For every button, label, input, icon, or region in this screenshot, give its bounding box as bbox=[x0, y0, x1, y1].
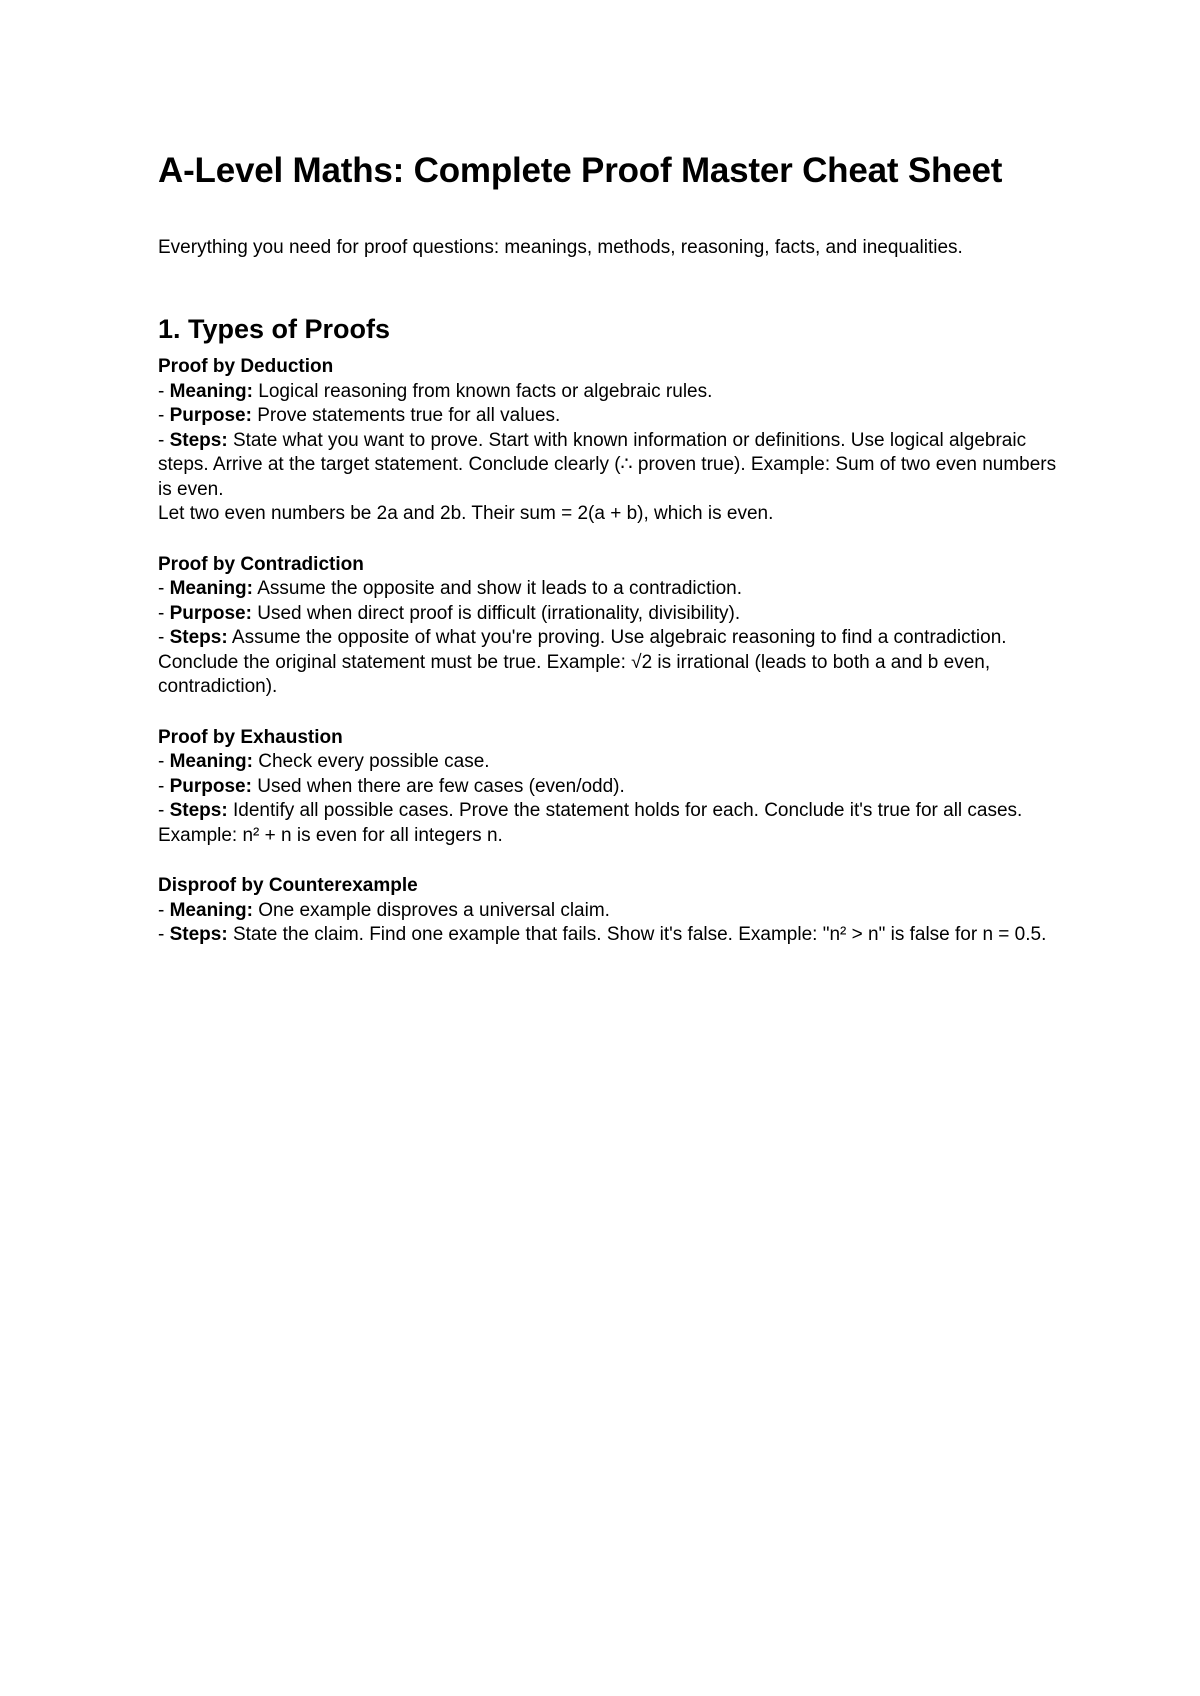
proof-meaning: - Meaning: Check every possible case. bbox=[158, 751, 490, 773]
proof-steps: - Steps: State what you want to prove. Start with known information or definitions. Use logical algebraic steps. Arrive at the target statement. Conclude clearly (∴ proven true). Example: Sum of two even numbers is even. bbox=[158, 429, 1057, 500]
steps-text: State what you want to prove. Start with known information or definitions. Use logical algebraic steps. Arrive at the target statement. Conclude clearly (∴ proven true). Example: Sum of two even numbers is even. bbox=[158, 429, 1057, 500]
meaning-text: Assume the opposite and show it leads to a contradiction. bbox=[257, 578, 743, 600]
meaning-text: Check every possible case. bbox=[258, 751, 490, 773]
meaning-label: Meaning: bbox=[169, 380, 253, 402]
proof-meaning: - Meaning: Assume the opposite and show it leads to a contradiction. bbox=[158, 578, 743, 600]
document-page bbox=[158, 150, 1058, 974]
proof-purpose: - Purpose: Used when direct proof is difficult (irrationality, divisibility). bbox=[158, 602, 741, 624]
meaning-label: Meaning: bbox=[169, 751, 253, 773]
proof-example-detail: Let two even numbers be 2a and 2b. Their sum = 2(a + b), which is even. bbox=[158, 503, 774, 525]
steps-label: Steps: bbox=[169, 429, 228, 451]
proof-meaning: - Meaning: Logical reasoning from known facts or algebraic rules. bbox=[158, 380, 713, 402]
proofs-list bbox=[158, 355, 1058, 948]
proof-purpose: - Purpose: Used when there are few cases (even/odd). bbox=[158, 775, 625, 797]
steps-text: Identify all possible cases. Prove the statement holds for each. Conclude it's true for all cases. Example: n² + n is even for all integers n. bbox=[158, 800, 1023, 846]
proof-purpose: - Purpose: Prove statements true for all values. bbox=[158, 405, 561, 427]
steps-label: Steps: bbox=[169, 800, 228, 822]
steps-label: Steps: bbox=[169, 627, 228, 649]
proof-deduction bbox=[158, 355, 1058, 527]
proof-exhaustion bbox=[158, 726, 1058, 849]
purpose-label: Purpose: bbox=[169, 602, 252, 624]
proof-steps: - Steps: Assume the opposite of what you're proving. Use algebraic reasoning to find a contradiction. Conclude the original statement must be true. Example: √2 is irrational (leads to both a and b even, contradiction). bbox=[158, 627, 1007, 698]
purpose-text: Prove statements true for all values. bbox=[257, 405, 561, 427]
proof-title: Proof by Deduction bbox=[158, 356, 334, 378]
steps-text: State the claim. Find one example that fails. Show it's false. Example: "n² > n" is false for n = 0.5. bbox=[232, 924, 1047, 946]
meaning-label: Meaning: bbox=[169, 578, 253, 600]
page-subtitle: Everything you need for proof questions: meanings, methods, reasoning, facts, and inequalities. bbox=[158, 237, 963, 258]
purpose-label: Purpose: bbox=[169, 405, 252, 427]
steps-label: Steps: bbox=[169, 924, 228, 946]
proof-counterexample bbox=[158, 874, 1058, 948]
meaning-text: One example disproves a universal claim. bbox=[258, 899, 610, 921]
proof-steps: - Steps: State the claim. Find one example that fails. Show it's false. Example: "n² > n" is false for n = 0.5. bbox=[158, 924, 1047, 946]
steps-text: Assume the opposite of what you're proving. Use algebraic reasoning to find a contradiction. Conclude the original statement must be true. Example: √2 is irrational (leads to both a and b even, contradiction). bbox=[158, 627, 1007, 698]
purpose-text: Used when there are few cases (even/odd). bbox=[257, 775, 625, 797]
purpose-label: Purpose: bbox=[169, 775, 252, 797]
proof-steps: - Steps: Identify all possible cases. Prove the statement holds for each. Conclude it's true for all cases. Example: n² + n is even for all integers n. bbox=[158, 800, 1023, 846]
section-heading-types-of-proofs: 1. Types of Proofs bbox=[158, 313, 391, 344]
purpose-text: Used when direct proof is difficult (irrationality, divisibility). bbox=[257, 602, 741, 624]
proof-title: Disproof by Counterexample bbox=[158, 875, 418, 897]
meaning-text: Logical reasoning from known facts or algebraic rules. bbox=[258, 380, 713, 402]
proof-title: Proof by Exhaustion bbox=[158, 726, 343, 748]
proof-meaning: - Meaning: One example disproves a universal claim. bbox=[158, 899, 610, 921]
page-title: A-Level Maths: Complete Proof Master Cheat Sheet bbox=[158, 151, 1003, 190]
proof-title: Proof by Contradiction bbox=[158, 553, 364, 575]
proof-contradiction bbox=[158, 553, 1058, 700]
meaning-label: Meaning: bbox=[169, 899, 253, 921]
